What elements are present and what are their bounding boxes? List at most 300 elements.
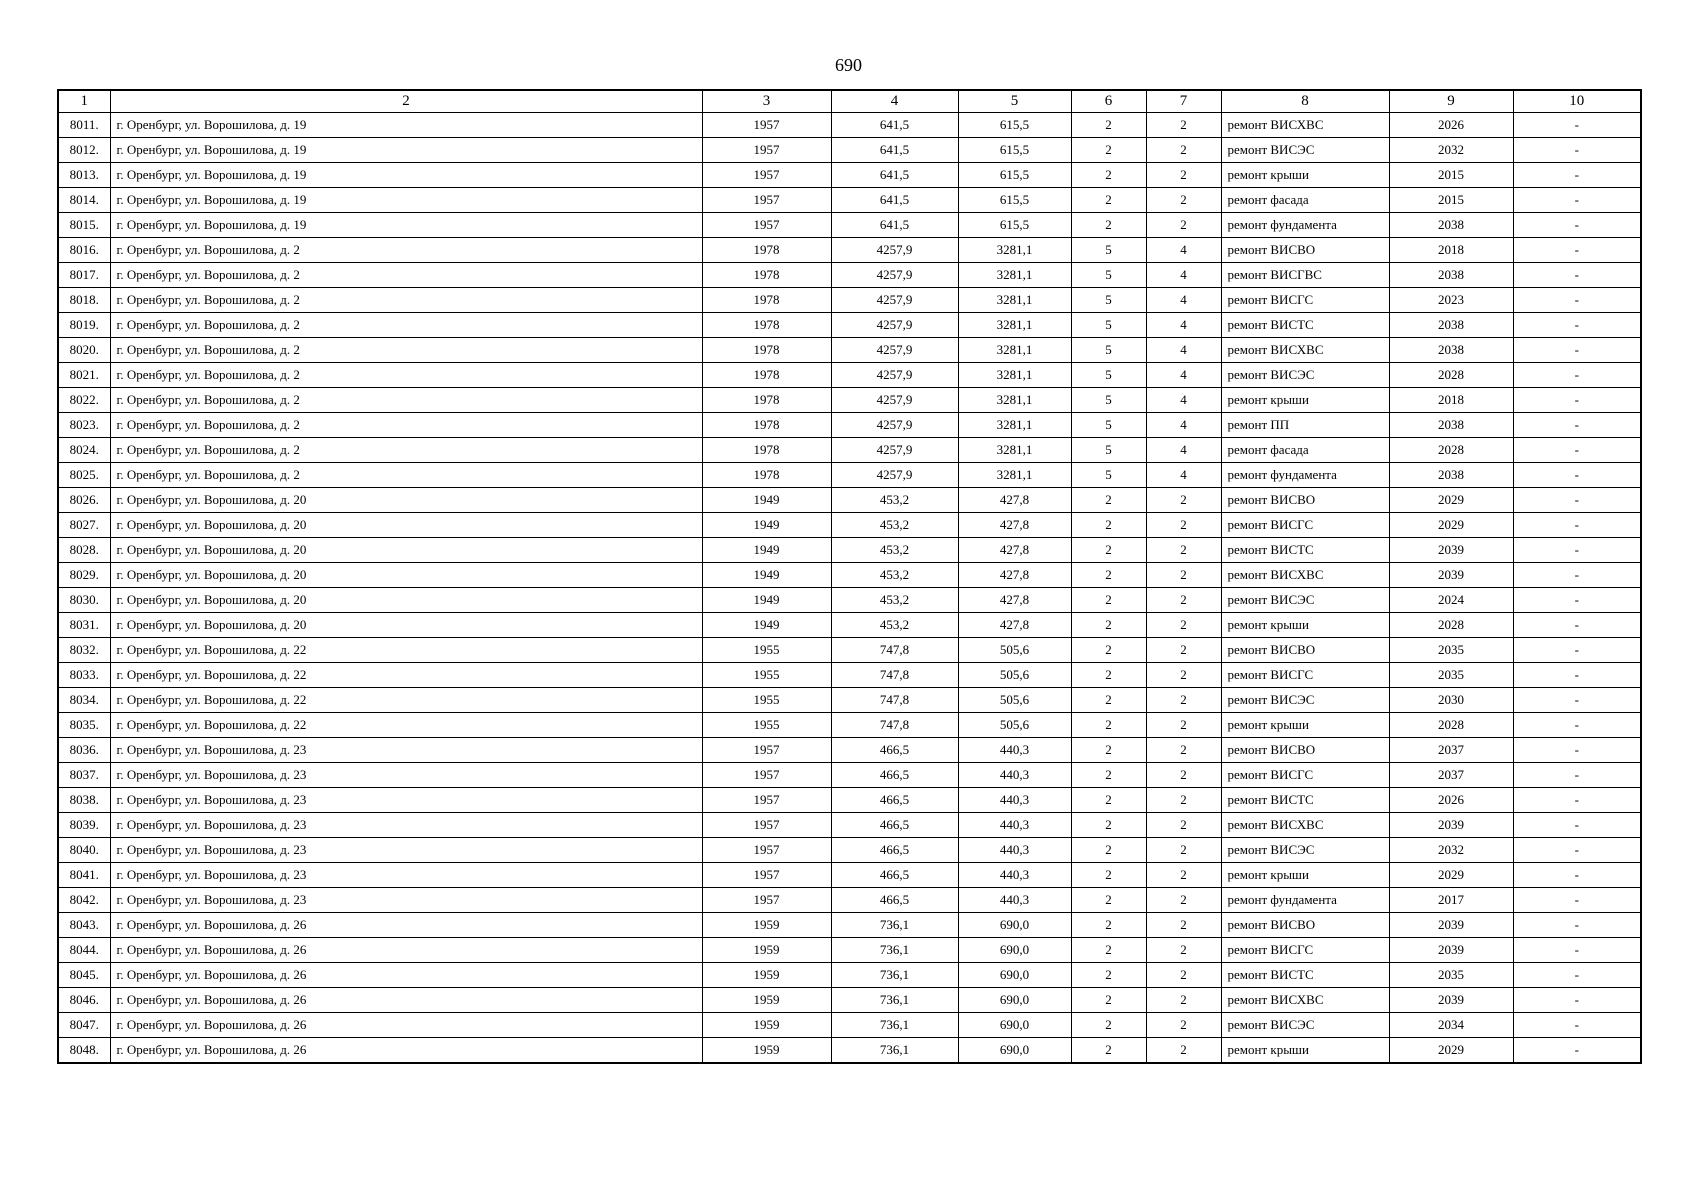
planned-year-cell: 2034 xyxy=(1389,1012,1513,1037)
planned-year-cell: 2018 xyxy=(1389,237,1513,262)
planned-year-cell: 2030 xyxy=(1389,687,1513,712)
total-area-cell: 641,5 xyxy=(831,137,958,162)
living-area-cell: 690,0 xyxy=(958,1012,1071,1037)
work-type-cell: ремонт ВИСХВС xyxy=(1221,562,1389,587)
work-type-cell: ремонт ВИСЭС xyxy=(1221,137,1389,162)
floors-cell: 2 xyxy=(1071,1037,1146,1063)
address-cell: г. Оренбург, ул. Ворошилова, д. 2 xyxy=(110,287,702,312)
table-row xyxy=(58,712,1641,737)
floors-cell: 5 xyxy=(1071,412,1146,437)
floors-cell: 2 xyxy=(1071,162,1146,187)
total-area-cell: 736,1 xyxy=(831,987,958,1012)
build-year-cell: 1978 xyxy=(702,312,831,337)
repair-schedule-table xyxy=(57,89,1642,1064)
address-cell: г. Оренбург, ул. Ворошилова, д. 23 xyxy=(110,837,702,862)
total-area-cell: 453,2 xyxy=(831,512,958,537)
work-type-cell: ремонт крыши xyxy=(1221,712,1389,737)
note-cell: - xyxy=(1513,437,1641,462)
living-area-cell: 3281,1 xyxy=(958,362,1071,387)
note-cell: - xyxy=(1513,762,1641,787)
address-cell: г. Оренбург, ул. Ворошилова, д. 20 xyxy=(110,562,702,587)
note-cell: - xyxy=(1513,287,1641,312)
floors-cell: 2 xyxy=(1071,512,1146,537)
work-type-cell: ремонт крыши xyxy=(1221,387,1389,412)
total-area-cell: 4257,9 xyxy=(831,337,958,362)
floors-cell: 5 xyxy=(1071,387,1146,412)
table-row xyxy=(58,487,1641,512)
total-area-cell: 466,5 xyxy=(831,837,958,862)
planned-year-cell: 2035 xyxy=(1389,637,1513,662)
build-year-cell: 1955 xyxy=(702,687,831,712)
row-number-cell: 8043. xyxy=(58,912,110,937)
floors-cell: 2 xyxy=(1071,112,1146,137)
planned-year-cell: 2039 xyxy=(1389,812,1513,837)
address-cell: г. Оренбург, ул. Ворошилова, д. 20 xyxy=(110,587,702,612)
row-number-cell: 8035. xyxy=(58,712,110,737)
build-year-cell: 1955 xyxy=(702,637,831,662)
total-area-cell: 736,1 xyxy=(831,937,958,962)
row-number-cell: 8031. xyxy=(58,612,110,637)
build-year-cell: 1978 xyxy=(702,262,831,287)
note-cell: - xyxy=(1513,687,1641,712)
note-cell: - xyxy=(1513,262,1641,287)
column-header: 6 xyxy=(1071,90,1146,112)
build-year-cell: 1959 xyxy=(702,987,831,1012)
note-cell: - xyxy=(1513,712,1641,737)
table-row xyxy=(58,562,1641,587)
build-year-cell: 1978 xyxy=(702,337,831,362)
living-area-cell: 427,8 xyxy=(958,612,1071,637)
planned-year-cell: 2037 xyxy=(1389,737,1513,762)
planned-year-cell: 2029 xyxy=(1389,1037,1513,1063)
address-cell: г. Оренбург, ул. Ворошилова, д. 2 xyxy=(110,462,702,487)
address-cell: г. Оренбург, ул. Ворошилова, д. 20 xyxy=(110,487,702,512)
table-row xyxy=(58,337,1641,362)
column-header: 3 xyxy=(702,90,831,112)
row-number-cell: 8038. xyxy=(58,787,110,812)
total-area-cell: 466,5 xyxy=(831,887,958,912)
row-number-cell: 8046. xyxy=(58,987,110,1012)
work-type-cell: ремонт ВИСХВС xyxy=(1221,337,1389,362)
build-year-cell: 1949 xyxy=(702,612,831,637)
work-type-cell: ремонт ВИСГС xyxy=(1221,762,1389,787)
note-cell: - xyxy=(1513,462,1641,487)
build-year-cell: 1959 xyxy=(702,962,831,987)
note-cell: - xyxy=(1513,662,1641,687)
address-cell: г. Оренбург, ул. Ворошилова, д. 2 xyxy=(110,237,702,262)
living-area-cell: 615,5 xyxy=(958,187,1071,212)
floors-cell: 2 xyxy=(1071,962,1146,987)
work-type-cell: ремонт ВИСХВС xyxy=(1221,112,1389,137)
living-area-cell: 3281,1 xyxy=(958,462,1071,487)
table-row xyxy=(58,837,1641,862)
address-cell: г. Оренбург, ул. Ворошилова, д. 2 xyxy=(110,262,702,287)
planned-year-cell: 2028 xyxy=(1389,712,1513,737)
entrances-cell: 2 xyxy=(1146,937,1221,962)
address-cell: г. Оренбург, ул. Ворошилова, д. 23 xyxy=(110,862,702,887)
total-area-cell: 466,5 xyxy=(831,737,958,762)
living-area-cell: 505,6 xyxy=(958,637,1071,662)
total-area-cell: 466,5 xyxy=(831,762,958,787)
living-area-cell: 505,6 xyxy=(958,712,1071,737)
table-row xyxy=(58,312,1641,337)
planned-year-cell: 2032 xyxy=(1389,837,1513,862)
floors-cell: 2 xyxy=(1071,537,1146,562)
address-cell: г. Оренбург, ул. Ворошилова, д. 20 xyxy=(110,512,702,537)
table-row xyxy=(58,262,1641,287)
row-number-cell: 8019. xyxy=(58,312,110,337)
floors-cell: 2 xyxy=(1071,787,1146,812)
floors-cell: 2 xyxy=(1071,812,1146,837)
floors-cell: 2 xyxy=(1071,687,1146,712)
note-cell: - xyxy=(1513,162,1641,187)
living-area-cell: 440,3 xyxy=(958,737,1071,762)
total-area-cell: 453,2 xyxy=(831,537,958,562)
page-number: 690 xyxy=(835,55,862,75)
total-area-cell: 466,5 xyxy=(831,787,958,812)
row-number-cell: 8020. xyxy=(58,337,110,362)
note-cell: - xyxy=(1513,837,1641,862)
entrances-cell: 2 xyxy=(1146,487,1221,512)
table-row xyxy=(58,212,1641,237)
column-header: 10 xyxy=(1513,90,1641,112)
planned-year-cell: 2023 xyxy=(1389,287,1513,312)
build-year-cell: 1978 xyxy=(702,462,831,487)
note-cell: - xyxy=(1513,187,1641,212)
total-area-cell: 4257,9 xyxy=(831,262,958,287)
table-row xyxy=(58,287,1641,312)
table-row xyxy=(58,187,1641,212)
work-type-cell: ремонт ВИСЭС xyxy=(1221,687,1389,712)
work-type-cell: ремонт ВИСТС xyxy=(1221,787,1389,812)
table-row xyxy=(58,1037,1641,1063)
row-number-cell: 8047. xyxy=(58,1012,110,1037)
total-area-cell: 453,2 xyxy=(831,587,958,612)
living-area-cell: 427,8 xyxy=(958,512,1071,537)
table-row xyxy=(58,812,1641,837)
floors-cell: 2 xyxy=(1071,912,1146,937)
address-cell: г. Оренбург, ул. Ворошилова, д. 26 xyxy=(110,987,702,1012)
entrances-cell: 2 xyxy=(1146,162,1221,187)
row-number-cell: 8048. xyxy=(58,1037,110,1063)
living-area-cell: 690,0 xyxy=(958,987,1071,1012)
table-row xyxy=(58,737,1641,762)
work-type-cell: ремонт ВИСЭС xyxy=(1221,587,1389,612)
build-year-cell: 1978 xyxy=(702,362,831,387)
work-type-cell: ремонт ВИСГВС xyxy=(1221,262,1389,287)
total-area-cell: 4257,9 xyxy=(831,462,958,487)
work-type-cell: ремонт ПП xyxy=(1221,412,1389,437)
work-type-cell: ремонт фасада xyxy=(1221,187,1389,212)
work-type-cell: ремонт ВИСТС xyxy=(1221,312,1389,337)
build-year-cell: 1957 xyxy=(702,762,831,787)
address-cell: г. Оренбург, ул. Ворошилова, д. 2 xyxy=(110,312,702,337)
table-row xyxy=(58,612,1641,637)
build-year-cell: 1957 xyxy=(702,737,831,762)
note-cell: - xyxy=(1513,387,1641,412)
table-body xyxy=(58,112,1641,1063)
total-area-cell: 466,5 xyxy=(831,812,958,837)
build-year-cell: 1949 xyxy=(702,487,831,512)
address-cell: г. Оренбург, ул. Ворошилова, д. 22 xyxy=(110,637,702,662)
planned-year-cell: 2024 xyxy=(1389,587,1513,612)
planned-year-cell: 2017 xyxy=(1389,887,1513,912)
total-area-cell: 641,5 xyxy=(831,162,958,187)
floors-cell: 2 xyxy=(1071,887,1146,912)
note-cell: - xyxy=(1513,112,1641,137)
build-year-cell: 1957 xyxy=(702,162,831,187)
floors-cell: 5 xyxy=(1071,362,1146,387)
address-cell: г. Оренбург, ул. Ворошилова, д. 20 xyxy=(110,612,702,637)
floors-cell: 2 xyxy=(1071,937,1146,962)
floors-cell: 2 xyxy=(1071,562,1146,587)
table-row xyxy=(58,662,1641,687)
entrances-cell: 4 xyxy=(1146,437,1221,462)
row-number-cell: 8041. xyxy=(58,862,110,887)
row-number-cell: 8018. xyxy=(58,287,110,312)
address-cell: г. Оренбург, ул. Ворошилова, д. 26 xyxy=(110,1037,702,1063)
build-year-cell: 1959 xyxy=(702,937,831,962)
living-area-cell: 427,8 xyxy=(958,487,1071,512)
floors-cell: 5 xyxy=(1071,262,1146,287)
column-header: 1 xyxy=(58,90,110,112)
build-year-cell: 1957 xyxy=(702,212,831,237)
note-cell: - xyxy=(1513,237,1641,262)
note-cell: - xyxy=(1513,937,1641,962)
address-cell: г. Оренбург, ул. Ворошилова, д. 2 xyxy=(110,362,702,387)
note-cell: - xyxy=(1513,737,1641,762)
living-area-cell: 615,5 xyxy=(958,137,1071,162)
row-number-cell: 8044. xyxy=(58,937,110,962)
planned-year-cell: 2039 xyxy=(1389,937,1513,962)
row-number-cell: 8042. xyxy=(58,887,110,912)
planned-year-cell: 2038 xyxy=(1389,212,1513,237)
row-number-cell: 8025. xyxy=(58,462,110,487)
row-number-cell: 8027. xyxy=(58,512,110,537)
total-area-cell: 747,8 xyxy=(831,687,958,712)
row-number-cell: 8017. xyxy=(58,262,110,287)
work-type-cell: ремонт ВИСТС xyxy=(1221,537,1389,562)
floors-cell: 2 xyxy=(1071,1012,1146,1037)
floors-cell: 5 xyxy=(1071,312,1146,337)
planned-year-cell: 2038 xyxy=(1389,337,1513,362)
table-row xyxy=(58,862,1641,887)
work-type-cell: ремонт ВИСГС xyxy=(1221,662,1389,687)
total-area-cell: 641,5 xyxy=(831,212,958,237)
entrances-cell: 2 xyxy=(1146,137,1221,162)
build-year-cell: 1959 xyxy=(702,912,831,937)
note-cell: - xyxy=(1513,412,1641,437)
row-number-cell: 8026. xyxy=(58,487,110,512)
note-cell: - xyxy=(1513,312,1641,337)
planned-year-cell: 2015 xyxy=(1389,187,1513,212)
address-cell: г. Оренбург, ул. Ворошилова, д. 22 xyxy=(110,662,702,687)
planned-year-cell: 2037 xyxy=(1389,762,1513,787)
total-area-cell: 4257,9 xyxy=(831,312,958,337)
address-cell: г. Оренбург, ул. Ворошилова, д. 26 xyxy=(110,912,702,937)
table-row xyxy=(58,162,1641,187)
column-header: 8 xyxy=(1221,90,1389,112)
build-year-cell: 1959 xyxy=(702,1037,831,1063)
planned-year-cell: 2028 xyxy=(1389,437,1513,462)
total-area-cell: 641,5 xyxy=(831,187,958,212)
header-row xyxy=(58,90,1641,112)
living-area-cell: 505,6 xyxy=(958,662,1071,687)
planned-year-cell: 2038 xyxy=(1389,462,1513,487)
row-number-cell: 8016. xyxy=(58,237,110,262)
address-cell: г. Оренбург, ул. Ворошилова, д. 19 xyxy=(110,137,702,162)
planned-year-cell: 2038 xyxy=(1389,412,1513,437)
entrances-cell: 2 xyxy=(1146,837,1221,862)
living-area-cell: 3281,1 xyxy=(958,312,1071,337)
living-area-cell: 440,3 xyxy=(958,787,1071,812)
build-year-cell: 1949 xyxy=(702,537,831,562)
living-area-cell: 3281,1 xyxy=(958,262,1071,287)
address-cell: г. Оренбург, ул. Ворошилова, д. 22 xyxy=(110,712,702,737)
table-row xyxy=(58,1012,1641,1037)
row-number-cell: 8045. xyxy=(58,962,110,987)
note-cell: - xyxy=(1513,512,1641,537)
build-year-cell: 1949 xyxy=(702,512,831,537)
planned-year-cell: 2035 xyxy=(1389,962,1513,987)
note-cell: - xyxy=(1513,612,1641,637)
living-area-cell: 3281,1 xyxy=(958,412,1071,437)
entrances-cell: 2 xyxy=(1146,762,1221,787)
table-row xyxy=(58,462,1641,487)
table-row xyxy=(58,762,1641,787)
row-number-cell: 8023. xyxy=(58,412,110,437)
total-area-cell: 747,8 xyxy=(831,712,958,737)
living-area-cell: 427,8 xyxy=(958,587,1071,612)
table-row xyxy=(58,362,1641,387)
build-year-cell: 1978 xyxy=(702,387,831,412)
note-cell: - xyxy=(1513,537,1641,562)
work-type-cell: ремонт ВИСВО xyxy=(1221,237,1389,262)
total-area-cell: 453,2 xyxy=(831,487,958,512)
address-cell: г. Оренбург, ул. Ворошилова, д. 23 xyxy=(110,787,702,812)
floors-cell: 2 xyxy=(1071,987,1146,1012)
note-cell: - xyxy=(1513,812,1641,837)
entrances-cell: 2 xyxy=(1146,562,1221,587)
work-type-cell: ремонт ВИСТС xyxy=(1221,962,1389,987)
work-type-cell: ремонт ВИСГС xyxy=(1221,512,1389,537)
entrances-cell: 2 xyxy=(1146,812,1221,837)
floors-cell: 2 xyxy=(1071,662,1146,687)
address-cell: г. Оренбург, ул. Ворошилова, д. 19 xyxy=(110,212,702,237)
entrances-cell: 4 xyxy=(1146,462,1221,487)
build-year-cell: 1957 xyxy=(702,887,831,912)
total-area-cell: 641,5 xyxy=(831,112,958,137)
build-year-cell: 1957 xyxy=(702,787,831,812)
floors-cell: 2 xyxy=(1071,212,1146,237)
column-header: 9 xyxy=(1389,90,1513,112)
note-cell: - xyxy=(1513,1037,1641,1063)
column-header: 4 xyxy=(831,90,958,112)
table-row xyxy=(58,912,1641,937)
table-row xyxy=(58,787,1641,812)
table-row xyxy=(58,987,1641,1012)
total-area-cell: 466,5 xyxy=(831,862,958,887)
address-cell: г. Оренбург, ул. Ворошилова, д. 2 xyxy=(110,387,702,412)
living-area-cell: 3281,1 xyxy=(958,287,1071,312)
table-row xyxy=(58,237,1641,262)
table-row xyxy=(58,412,1641,437)
living-area-cell: 427,8 xyxy=(958,562,1071,587)
entrances-cell: 2 xyxy=(1146,187,1221,212)
row-number-cell: 8013. xyxy=(58,162,110,187)
living-area-cell: 440,3 xyxy=(958,812,1071,837)
column-header: 7 xyxy=(1146,90,1221,112)
work-type-cell: ремонт крыши xyxy=(1221,1037,1389,1063)
table-row xyxy=(58,687,1641,712)
table-row xyxy=(58,137,1641,162)
note-cell: - xyxy=(1513,987,1641,1012)
table-row xyxy=(58,437,1641,462)
work-type-cell: ремонт крыши xyxy=(1221,162,1389,187)
work-type-cell: ремонт крыши xyxy=(1221,612,1389,637)
planned-year-cell: 2015 xyxy=(1389,162,1513,187)
address-cell: г. Оренбург, ул. Ворошилова, д. 23 xyxy=(110,812,702,837)
living-area-cell: 690,0 xyxy=(958,912,1071,937)
total-area-cell: 4257,9 xyxy=(831,437,958,462)
entrances-cell: 4 xyxy=(1146,337,1221,362)
work-type-cell: ремонт ВИСХВС xyxy=(1221,812,1389,837)
build-year-cell: 1957 xyxy=(702,837,831,862)
total-area-cell: 4257,9 xyxy=(831,287,958,312)
planned-year-cell: 2028 xyxy=(1389,362,1513,387)
row-number-cell: 8037. xyxy=(58,762,110,787)
note-cell: - xyxy=(1513,637,1641,662)
note-cell: - xyxy=(1513,862,1641,887)
work-type-cell: ремонт фундамента xyxy=(1221,462,1389,487)
work-type-cell: ремонт ВИСЭС xyxy=(1221,1012,1389,1037)
living-area-cell: 440,3 xyxy=(958,837,1071,862)
living-area-cell: 615,5 xyxy=(958,112,1071,137)
build-year-cell: 1955 xyxy=(702,712,831,737)
total-area-cell: 736,1 xyxy=(831,1037,958,1063)
work-type-cell: ремонт фасада xyxy=(1221,437,1389,462)
address-cell: г. Оренбург, ул. Ворошилова, д. 26 xyxy=(110,962,702,987)
build-year-cell: 1959 xyxy=(702,1012,831,1037)
floors-cell: 2 xyxy=(1071,587,1146,612)
living-area-cell: 3281,1 xyxy=(958,387,1071,412)
floors-cell: 2 xyxy=(1071,137,1146,162)
address-cell: г. Оренбург, ул. Ворошилова, д. 26 xyxy=(110,1012,702,1037)
entrances-cell: 2 xyxy=(1146,512,1221,537)
work-type-cell: ремонт ВИСЭС xyxy=(1221,837,1389,862)
row-number-cell: 8022. xyxy=(58,387,110,412)
entrances-cell: 2 xyxy=(1146,862,1221,887)
build-year-cell: 1978 xyxy=(702,287,831,312)
entrances-cell: 2 xyxy=(1146,637,1221,662)
table-row xyxy=(58,387,1641,412)
address-cell: г. Оренбург, ул. Ворошилова, д. 23 xyxy=(110,887,702,912)
entrances-cell: 4 xyxy=(1146,362,1221,387)
work-type-cell: ремонт ВИСВО xyxy=(1221,487,1389,512)
note-cell: - xyxy=(1513,1012,1641,1037)
build-year-cell: 1957 xyxy=(702,862,831,887)
floors-cell: 2 xyxy=(1071,187,1146,212)
planned-year-cell: 2039 xyxy=(1389,912,1513,937)
planned-year-cell: 2039 xyxy=(1389,537,1513,562)
table-row xyxy=(58,937,1641,962)
floors-cell: 5 xyxy=(1071,462,1146,487)
address-cell: г. Оренбург, ул. Ворошилова, д. 23 xyxy=(110,762,702,787)
floors-cell: 2 xyxy=(1071,862,1146,887)
row-number-cell: 8029. xyxy=(58,562,110,587)
floors-cell: 5 xyxy=(1071,237,1146,262)
living-area-cell: 690,0 xyxy=(958,937,1071,962)
